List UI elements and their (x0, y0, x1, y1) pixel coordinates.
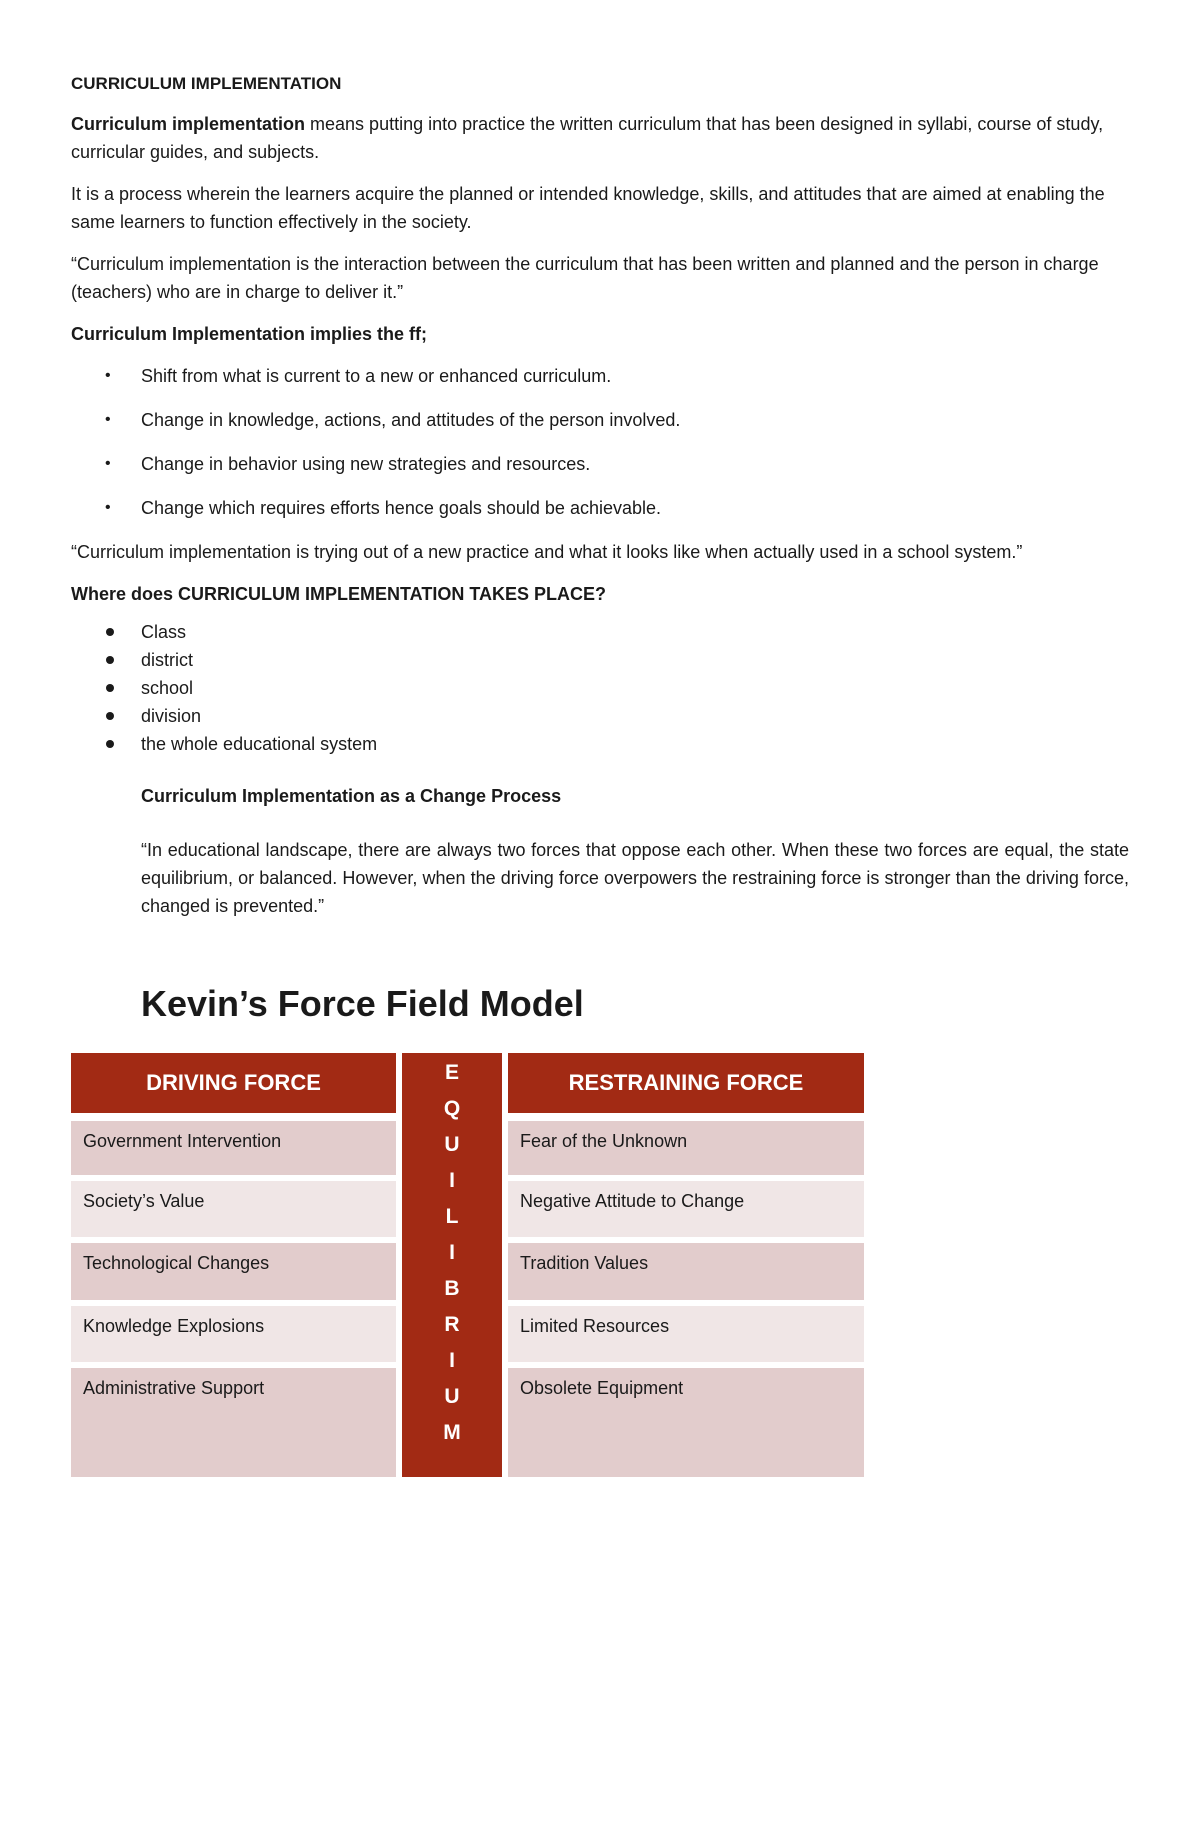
restraining-force-cell: Obsolete Equipment (508, 1368, 864, 1477)
restraining-force-cell: Limited Resources (508, 1306, 864, 1362)
where-heading: Where does CURRICULUM IMPLEMENTATION TAKES PLACE? (71, 584, 606, 604)
list-item: school (71, 674, 1129, 702)
equilibrium-letter: U (444, 1385, 460, 1408)
equilibrium-letter: L (445, 1205, 459, 1228)
equilibrium-letter: B (444, 1277, 460, 1300)
restraining-force-cell: Fear of the Unknown (508, 1121, 864, 1175)
list-item: Class (71, 618, 1129, 646)
change-process-quote: “In educational landscape, there are always two forces that oppose each other. When these two forces are equal, the state equilibrium, or balanced. However, when the driving force overpowers the restraining force is stronger than the driving force, changed is prevented.” (141, 840, 1129, 916)
driving-force-cell: Knowledge Explosions (71, 1306, 396, 1362)
model-title: Kevin’s Force Field Model (141, 983, 584, 1024)
equilibrium-letter: Q (443, 1097, 461, 1120)
main-heading: CURRICULUM IMPLEMENTATION (71, 74, 342, 93)
driving-force-cell: Society’s Value (71, 1181, 396, 1237)
paragraph-trying-quote: “Curriculum implementation is trying out of a new practice and what it looks like when actually used in a school system.” (71, 542, 1023, 562)
equilibrium-letter: M (443, 1421, 461, 1444)
document-body (71, 70, 1129, 934)
list-item: • Change in behavior using new strategies and resources. (71, 450, 1129, 478)
implies-list (71, 362, 1129, 522)
equilibrium-letter: I (449, 1349, 455, 1372)
list-item: • Change in knowledge, actions, and attitudes of the person involved. (71, 406, 1129, 434)
equilibrium-letter: U (444, 1133, 460, 1156)
where-list (71, 618, 1129, 758)
equilibrium-letter: I (449, 1169, 455, 1192)
driving-force-cell: Administrative Support (71, 1368, 396, 1477)
restraining-force-cell: Tradition Values (508, 1243, 864, 1300)
equilibrium-letter: R (444, 1313, 460, 1336)
list-item: division (71, 702, 1129, 730)
paragraph-definition (71, 110, 1129, 166)
driving-force-cell: Technological Changes (71, 1243, 396, 1300)
paragraph-process: It is a process wherein the learners acquire the planned or intended knowledge, skills, and attitudes that are aimed at enabling the same learners to function effectively in the society. (71, 184, 1105, 232)
implies-heading: Curriculum Implementation implies the ff; (71, 324, 428, 344)
driving-force-header: DRIVING FORCE (71, 1053, 396, 1113)
list-item: district (71, 646, 1129, 674)
equilibrium-letter: I (449, 1241, 455, 1264)
change-process-heading: Curriculum Implementation as a Change Process (141, 786, 562, 806)
driving-force-cell: Government Intervention (71, 1121, 396, 1175)
list-item: the whole educational system (71, 730, 1129, 758)
restraining-force-cell: Negative Attitude to Change (508, 1181, 864, 1237)
paragraph-interaction-quote: “Curriculum implementation is the interaction between the curriculum that has been written and planned and the person in charge (teachers) who are in charge to deliver it.” (71, 254, 1099, 302)
restraining-force-header: RESTRAINING FORCE (508, 1053, 864, 1113)
equilibrium-letter: E (444, 1061, 459, 1084)
list-item: • Shift from what is current to a new or enhanced curriculum. (71, 362, 1129, 390)
definition-text: means putting into practice the written curriculum that has been designed in syllabi, course of study, curricular guides, and subjects. (71, 114, 1104, 162)
definition-term: Curriculum implementation (71, 114, 306, 134)
equilibrium-column (402, 1053, 502, 1477)
list-item: • Change which requires efforts hence goals should be achievable. (71, 494, 1129, 522)
